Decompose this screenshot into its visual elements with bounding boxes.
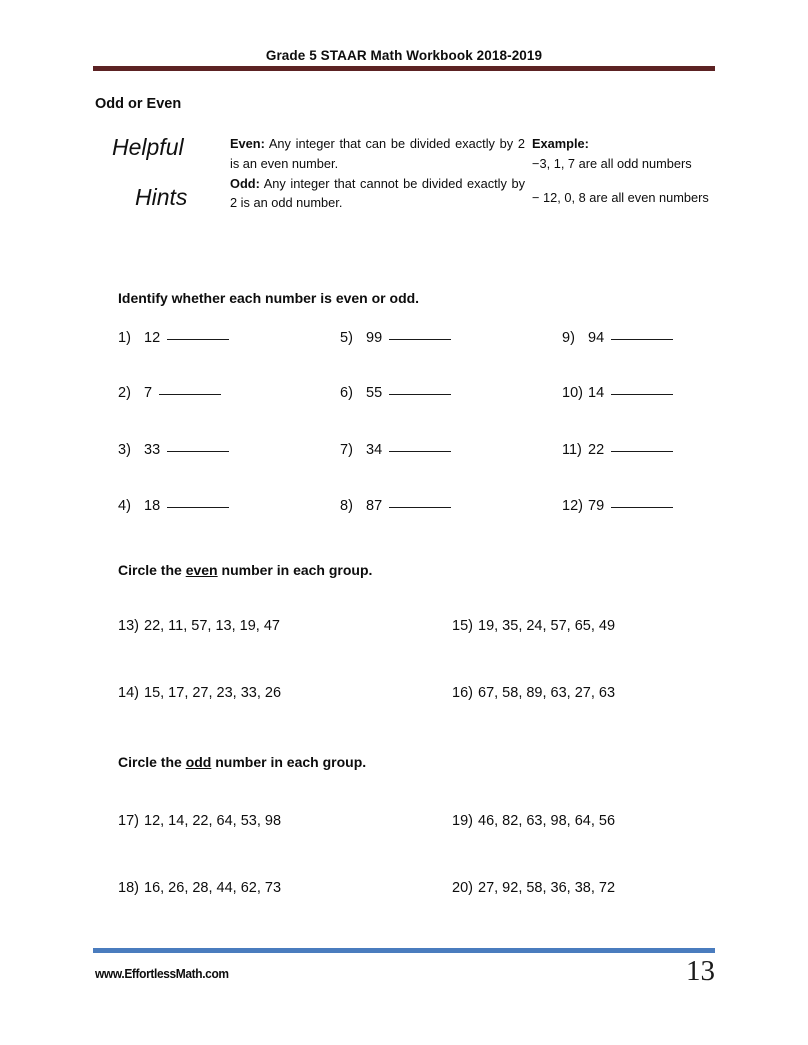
exercise2-item-16 (452, 685, 615, 701)
exercise3-heading-after: number in each group. (211, 754, 367, 770)
item-number: 14) (118, 685, 139, 701)
exercise1-item-6 (340, 383, 451, 401)
item-number: 10) (562, 385, 583, 401)
item-value: 87 (366, 498, 383, 514)
hints-label-line1: Helpful (112, 134, 184, 160)
exercise3-item-17 (118, 813, 281, 829)
item-value: 22 (588, 442, 605, 458)
footer-divider (93, 948, 715, 953)
item-value: 18 (144, 498, 161, 514)
item-value[interactable]: 12, 14, 22, 64, 53, 98 (144, 813, 282, 829)
even-definition-label: Even: (230, 136, 265, 151)
exercise3-item-19 (452, 813, 615, 829)
item-number: 12) (562, 498, 583, 514)
exercise1-item-7 (340, 440, 451, 458)
answer-blank[interactable] (611, 496, 673, 508)
item-value: 7 (144, 385, 153, 401)
item-value: 12 (144, 330, 161, 346)
example-even-text: − 12, 0, 8 are all even numbers (532, 189, 709, 205)
item-value[interactable]: 46, 82, 63, 98, 64, 56 (478, 813, 616, 829)
even-definition-text: Any integer that can be divided exactly by 2 is an even number. (230, 136, 525, 171)
exercise1-item-10 (562, 383, 673, 401)
answer-blank[interactable] (611, 328, 673, 340)
exercise1-item-1 (118, 328, 229, 346)
item-number: 7) (340, 442, 353, 458)
item-value[interactable]: 15, 17, 27, 23, 33, 26 (144, 685, 282, 701)
exercise1-item-11 (562, 440, 673, 458)
exercise3-heading (118, 754, 366, 770)
exercise2-item-14 (118, 685, 281, 701)
example-spacer (532, 174, 722, 188)
header-divider (93, 66, 715, 71)
item-number: 4) (118, 498, 131, 514)
item-number: 19) (452, 813, 473, 829)
section-title: Odd or Even (95, 96, 182, 112)
exercise3-item-20 (452, 880, 615, 896)
item-value[interactable]: 16, 26, 28, 44, 62, 73 (144, 880, 282, 896)
item-number: 20) (452, 880, 473, 896)
hints-example (532, 134, 722, 207)
item-number: 3) (118, 442, 131, 458)
item-number: 18) (118, 880, 139, 896)
exercise3-item-18 (118, 880, 281, 896)
item-value: 14 (588, 385, 605, 401)
exercise1-item-8 (340, 496, 451, 514)
footer-website[interactable]: www.EffortlessMath.com (95, 966, 229, 981)
hints-label-line2: Hints (135, 184, 188, 210)
item-number: 11) (562, 442, 582, 458)
item-number: 13) (118, 618, 139, 634)
item-value: 79 (588, 498, 605, 514)
answer-blank[interactable] (167, 328, 229, 340)
item-value[interactable]: 67, 58, 89, 63, 27, 63 (478, 685, 616, 701)
item-value: 55 (366, 385, 383, 401)
exercise2-heading-keyword: even (185, 562, 218, 578)
exercise3-heading-before: Circle the (118, 754, 186, 770)
item-number: 15) (452, 618, 473, 634)
item-number: 9) (562, 330, 575, 346)
exercise2-heading (118, 562, 372, 578)
page-number: 13 (686, 955, 715, 987)
item-number: 2) (118, 385, 131, 401)
exercise1-heading: Identify whether each number is even or odd. (118, 290, 420, 306)
odd-definition-text: Any integer that cannot be divided exactly by 2 is an odd number. (230, 175, 525, 211)
exercise1-item-5 (340, 328, 451, 346)
answer-blank[interactable] (159, 383, 221, 395)
item-value: 99 (366, 330, 383, 346)
exercise1-item-4 (118, 496, 229, 514)
item-number: 8) (340, 498, 353, 514)
item-value: 94 (588, 330, 605, 346)
item-number: 6) (340, 385, 353, 401)
answer-blank[interactable] (389, 328, 451, 340)
item-value: 34 (366, 442, 383, 458)
item-value[interactable]: 19, 35, 24, 57, 65, 49 (478, 618, 616, 634)
answer-blank[interactable] (167, 496, 229, 508)
item-value: 33 (144, 442, 161, 458)
hints-definitions (230, 134, 525, 213)
odd-definition-label: Odd: (230, 175, 260, 191)
exercise1-item-12 (562, 496, 673, 514)
exercise2-item-13 (118, 618, 280, 634)
item-number: 17) (118, 813, 139, 829)
answer-blank[interactable] (611, 440, 673, 452)
item-number: 5) (340, 330, 353, 346)
exercise2-heading-after: number in each group. (217, 562, 373, 578)
exercise2-heading-before: Circle the (118, 562, 186, 578)
exercise3-heading-keyword: odd (185, 754, 212, 770)
answer-blank[interactable] (167, 440, 229, 452)
answer-blank[interactable] (389, 383, 451, 395)
helpful-hints-label (95, 128, 225, 238)
answer-blank[interactable] (611, 383, 673, 395)
exercise1-item-2 (118, 383, 221, 401)
item-number: 1) (118, 330, 131, 346)
example-title: Example: (532, 136, 589, 151)
page-title: Grade 5 STAAR Math Workbook 2018-2019 (265, 48, 543, 63)
exercise1-item-3 (118, 440, 229, 458)
item-value[interactable]: 22, 11, 57, 13, 19, 47 (144, 618, 280, 634)
answer-blank[interactable] (389, 496, 451, 508)
exercise2-item-15 (452, 618, 615, 634)
item-value[interactable]: 27, 92, 58, 36, 38, 72 (478, 880, 616, 896)
item-number: 16) (452, 685, 473, 701)
example-odd-text: −3, 1, 7 are all odd numbers (532, 155, 692, 171)
exercise1-item-9 (562, 328, 673, 346)
helpful-hints-box (95, 128, 720, 258)
answer-blank[interactable] (389, 440, 451, 452)
